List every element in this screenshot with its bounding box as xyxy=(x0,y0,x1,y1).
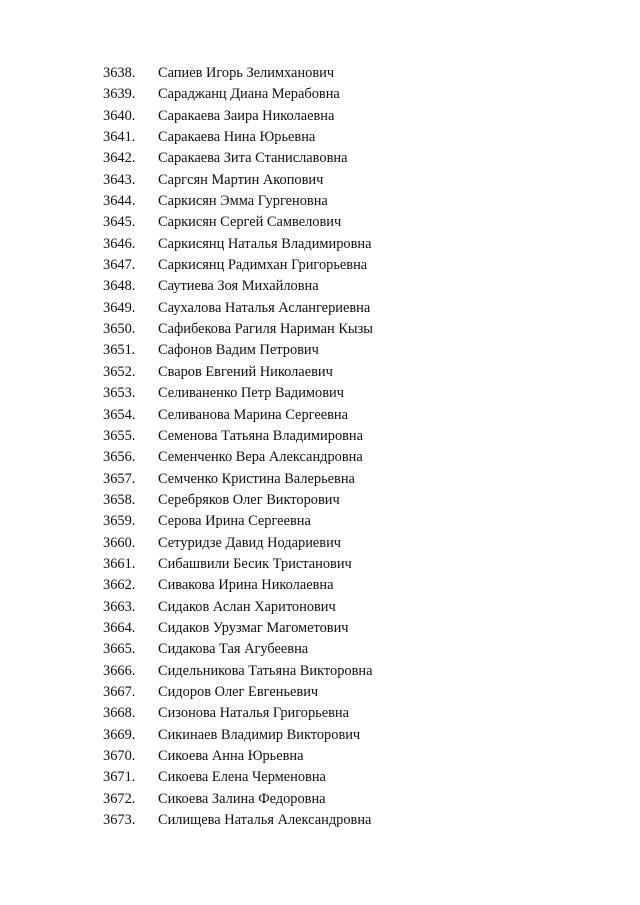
entry-number: 3640. xyxy=(103,107,136,124)
list-item xyxy=(0,511,640,532)
list-item xyxy=(0,447,640,468)
entry-name: Сидаков Урузмаг Магометович xyxy=(158,619,349,636)
list-item xyxy=(0,212,640,233)
list-item xyxy=(0,682,640,703)
list-item xyxy=(0,362,640,383)
list-item xyxy=(0,106,640,127)
entry-number: 3673. xyxy=(103,812,136,829)
entry-name: Семченко Кристина Валерьевна xyxy=(158,470,355,487)
entry-number: 3653. xyxy=(103,385,136,402)
entry-name: Сивакова Ирина Николаевна xyxy=(158,577,334,594)
entry-name: Семенченко Вера Александровна xyxy=(158,449,363,466)
entry-number: 3642. xyxy=(103,150,136,167)
entry-name: Семенова Татьяна Владимировна xyxy=(158,427,364,444)
entry-number: 3638. xyxy=(103,65,136,81)
entry-number: 3648. xyxy=(103,278,136,295)
entry-number: 3662. xyxy=(103,577,136,594)
list-item xyxy=(0,639,640,660)
name-list xyxy=(0,63,640,831)
list-item xyxy=(0,84,640,105)
entry-number: 3670. xyxy=(103,748,136,764)
list-item xyxy=(0,170,640,191)
list-item xyxy=(0,810,640,831)
entry-number: 3659. xyxy=(103,513,136,530)
list-item xyxy=(0,533,640,554)
entry-name: Серебряков Олег Викторович xyxy=(158,491,340,508)
entry-name: Сараджанц Диана Мерабовна xyxy=(158,86,340,103)
entry-name: Саракаева Нина Юрьевна xyxy=(158,129,316,146)
entry-number: 3669. xyxy=(103,726,136,743)
entry-number: 3655. xyxy=(103,427,136,444)
list-item xyxy=(0,127,640,148)
list-item xyxy=(0,618,640,639)
entry-name: Сетуридзе Давид Нодариевич xyxy=(158,534,342,551)
list-item xyxy=(0,191,640,212)
entry-name: Сафибекова Рагиля Нариман Кызы xyxy=(158,321,373,338)
entry-number: 3665. xyxy=(103,641,136,658)
list-item xyxy=(0,276,640,297)
list-item xyxy=(0,597,640,618)
entry-number: 3646. xyxy=(103,235,136,252)
entry-number: 3661. xyxy=(103,555,136,572)
entry-name: Сикоева Залина Федоровна xyxy=(158,790,326,807)
list-item xyxy=(0,234,640,255)
list-item xyxy=(0,405,640,426)
entry-name: Сикинаев Владимир Викторович xyxy=(158,726,361,743)
entry-name: Сваров Евгений Николаевич xyxy=(158,363,333,380)
entry-name: Селиванова Марина Сергеевна xyxy=(158,406,349,423)
entry-name: Сикоева Елена Черменовна xyxy=(158,769,326,786)
entry-number: 3652. xyxy=(103,363,136,380)
entry-number: 3672. xyxy=(103,790,136,807)
entry-number: 3639. xyxy=(103,86,136,103)
list-item xyxy=(0,148,640,169)
entry-name: Саркисянц Радимхан Григорьевна xyxy=(158,257,368,274)
entry-name: Саргсян Мартин Акопович xyxy=(158,171,324,188)
entry-name: Сидакова Тая Агубеевна xyxy=(158,641,309,658)
list-item xyxy=(0,725,640,746)
entry-number: 3658. xyxy=(103,491,136,508)
entry-number: 3664. xyxy=(103,619,136,636)
entry-name: Саракаева Заира Николаевна xyxy=(158,107,335,124)
entry-number: 3644. xyxy=(103,193,136,210)
list-item xyxy=(0,319,640,340)
list-item xyxy=(0,789,640,810)
entry-number: 3663. xyxy=(103,598,136,615)
entry-number: 3656. xyxy=(103,449,136,466)
entry-name: Саракаева Зита Станиславовна xyxy=(158,150,348,167)
entry-number: 3649. xyxy=(103,299,136,316)
list-item xyxy=(0,340,640,361)
list-item xyxy=(0,661,640,682)
entry-name: Сидоров Олег Евгеньевич xyxy=(158,683,319,700)
entry-name: Сизонова Наталья Григорьевна xyxy=(158,705,350,722)
entry-name: Сикоева Анна Юрьевна xyxy=(158,748,304,764)
entry-number: 3643. xyxy=(103,171,136,188)
entry-name: Сибашвили Бесик Тристанович xyxy=(158,555,352,572)
entry-number: 3651. xyxy=(103,342,136,359)
entry-name: Саркисян Эмма Гургеновна xyxy=(158,193,328,210)
entry-number: 3641. xyxy=(103,129,136,146)
entry-number: 3647. xyxy=(103,257,136,274)
list-item xyxy=(0,298,640,319)
entry-number: 3671. xyxy=(103,769,136,786)
entry-number: 3667. xyxy=(103,683,136,700)
entry-number: 3666. xyxy=(103,662,136,679)
list-item xyxy=(0,554,640,575)
entry-number: 3657. xyxy=(103,470,136,487)
entry-number: 3650. xyxy=(103,321,136,338)
list-item xyxy=(0,703,640,724)
entry-number: 3654. xyxy=(103,406,136,423)
entry-name: Сидаков Аслан Харитонович xyxy=(158,598,336,615)
entry-name: Сидельникова Татьяна Викторовна xyxy=(158,662,373,679)
list-item xyxy=(0,575,640,596)
entry-name: Саркисянц Наталья Владимировна xyxy=(158,235,372,252)
entry-number: 3660. xyxy=(103,534,136,551)
list-item xyxy=(0,746,640,767)
entry-name: Сапиев Игорь Зелимханович xyxy=(158,65,335,81)
list-item xyxy=(0,469,640,490)
list-item xyxy=(0,490,640,511)
entry-name: Силищева Наталья Александровна xyxy=(158,812,372,829)
list-item xyxy=(0,767,640,788)
entry-name: Саутиева Зоя Михайловна xyxy=(158,278,319,295)
entry-name: Серова Ирина Сергеевна xyxy=(158,513,311,530)
entry-name: Саухалова Наталья Аслангериевна xyxy=(158,299,371,316)
list-item xyxy=(0,63,640,84)
list-item xyxy=(0,255,640,276)
entry-number: 3645. xyxy=(103,214,136,231)
list-item xyxy=(0,426,640,447)
entry-name: Саркисян Сергей Самвелович xyxy=(158,214,342,231)
entry-name: Сафонов Вадим Петрович xyxy=(158,342,319,359)
entry-name: Селиваненко Петр Вадимович xyxy=(158,385,344,402)
entry-number: 3668. xyxy=(103,705,136,722)
list-item xyxy=(0,383,640,404)
